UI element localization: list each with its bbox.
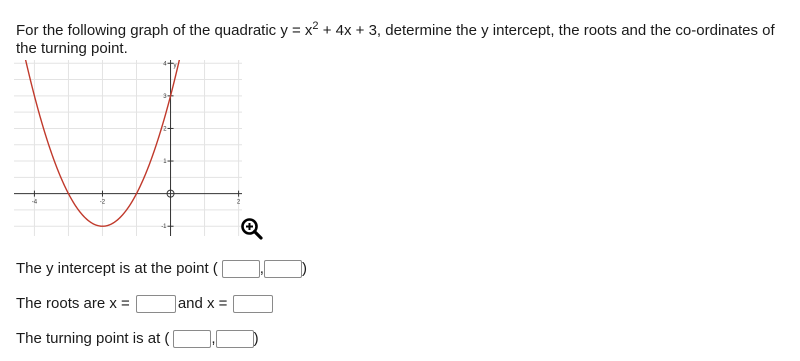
y-intercept-close: ) xyxy=(301,260,307,277)
zoom-in-icon xyxy=(240,217,264,241)
root-2-input[interactable] xyxy=(233,295,273,313)
y-intercept-row xyxy=(16,260,307,278)
roots-label: The roots are x = xyxy=(16,295,130,312)
turning-point-comma: , xyxy=(211,330,216,347)
turning-point-x-input[interactable] xyxy=(173,330,211,348)
x-tick-label: -4 xyxy=(31,199,38,206)
roots-row xyxy=(16,295,273,313)
root-1-input[interactable] xyxy=(136,295,176,313)
turning-point-row xyxy=(16,330,259,348)
y-intercept-y-input[interactable] xyxy=(264,260,302,278)
y-tick-label: 3 xyxy=(163,93,167,100)
question-text-start: For the following graph of the quadratic y = x xyxy=(16,22,313,39)
zoom-button[interactable] xyxy=(240,217,264,241)
roots-and-label: and x = xyxy=(177,295,228,312)
y-intercept-comma: , xyxy=(259,260,264,277)
x-tick-label: -2 xyxy=(99,199,106,206)
graph-canvas xyxy=(14,60,242,236)
y-intercept-label: The y intercept is at the point ( xyxy=(16,260,218,277)
y-tick-label: -1 xyxy=(161,224,167,231)
turning-point-y-input[interactable] xyxy=(216,330,254,348)
turning-point-close: ) xyxy=(253,330,259,347)
y-tick-label: 2 xyxy=(163,126,167,133)
question-exponent: 2 xyxy=(312,20,319,32)
question-text xyxy=(16,17,776,58)
x-tick-label: 2 xyxy=(236,199,241,206)
y-tick-label: 4 xyxy=(163,61,167,68)
y-axis-label: y xyxy=(173,63,177,69)
turning-point-label: The turning point is at ( xyxy=(16,330,170,347)
question-text-end: + 4x + 3, determine the y intercept, the roots and the co-ordinates of the turning point. xyxy=(16,22,775,57)
quadratic-graph xyxy=(14,60,242,236)
y-tick-label: 1 xyxy=(163,159,167,166)
y-intercept-x-input[interactable] xyxy=(222,260,260,278)
